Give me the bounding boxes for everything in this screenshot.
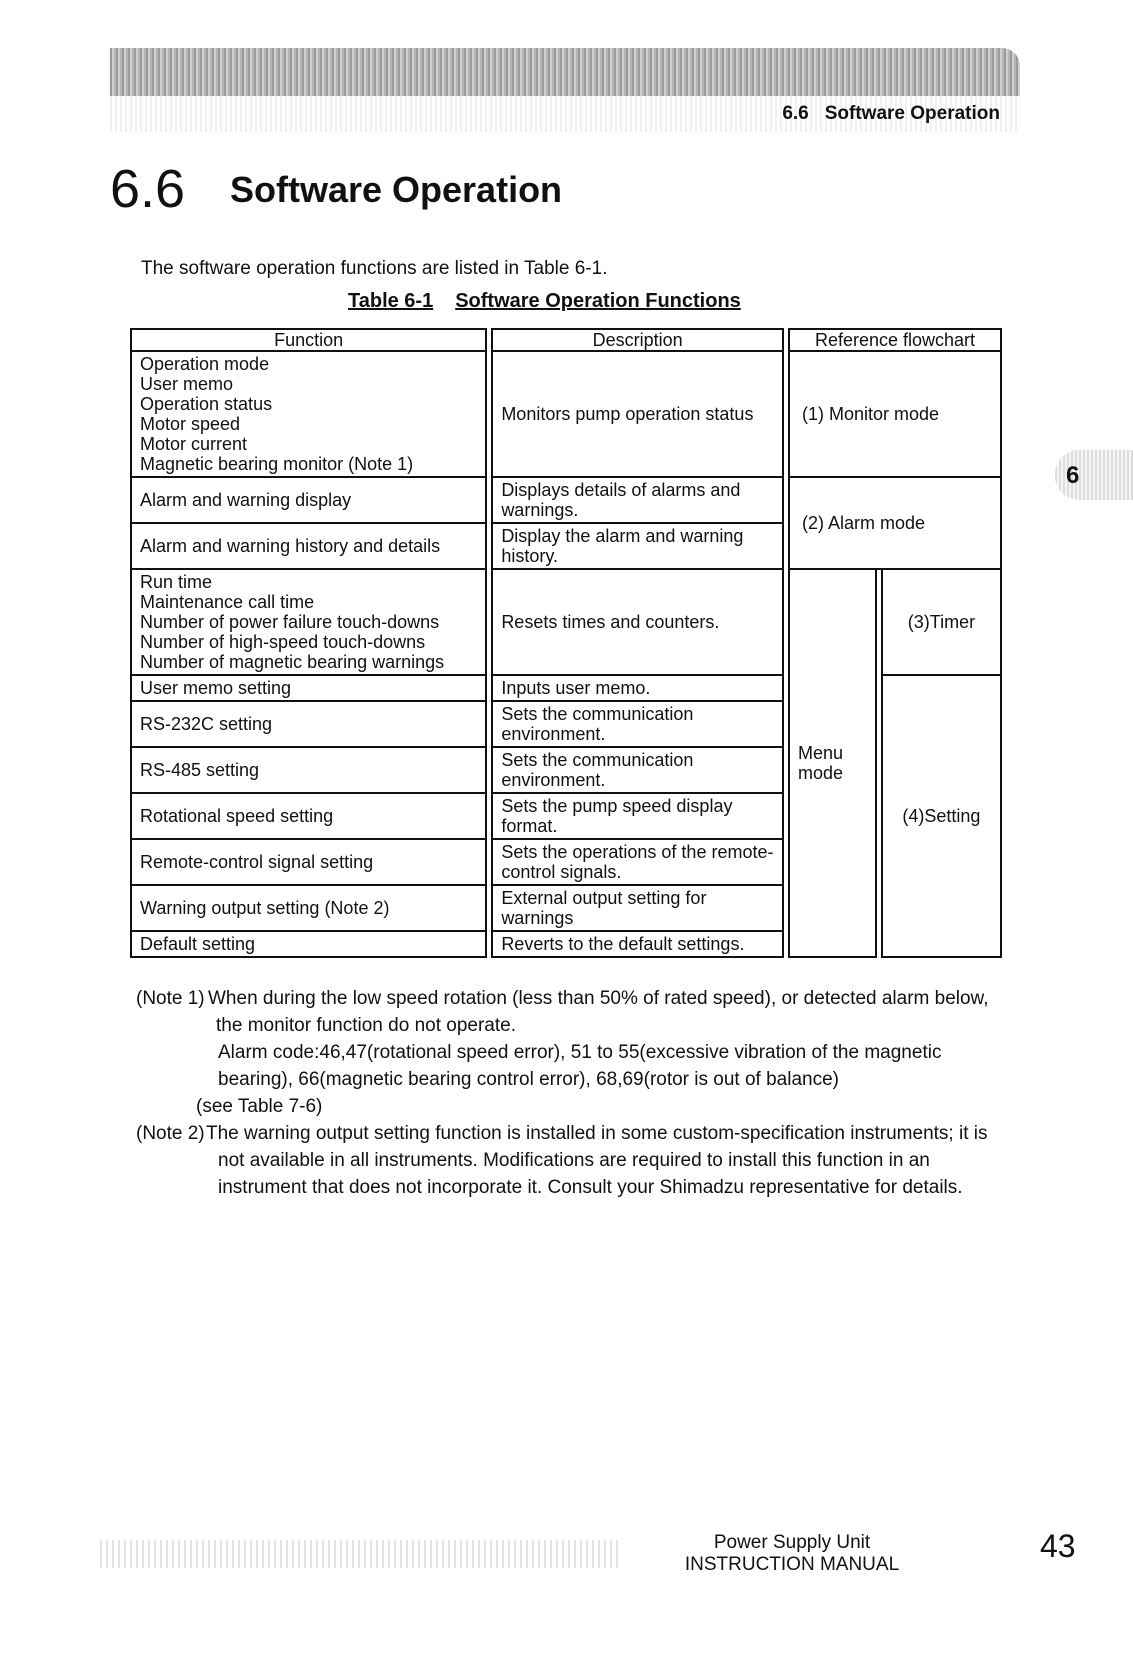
alarm-display-function: Alarm and warning display [130, 478, 487, 524]
function-line: Motor current [140, 434, 248, 454]
note-2 [136, 1120, 1016, 1201]
setting-description: Sets the pump speed display format. [491, 794, 784, 840]
note-2-text: The warning output setting function is installed in some custom-specification instruments; it is not available in all instruments. Modifications are required to install this function in an instrument that does not incorporate it. Consult your Shimadzu representative for details. [206, 1123, 988, 1198]
software-functions-table [126, 328, 1006, 958]
setting-reference: (4)Setting [881, 676, 1002, 958]
footer-line-2: INSTRUCTION MANUAL [684, 1554, 900, 1575]
page-number: 43 [1040, 1528, 1076, 1564]
table-row [130, 478, 1002, 524]
caption-title: Software Operation Functions [455, 290, 741, 312]
function-line: Operation mode [140, 354, 270, 374]
running-head [782, 103, 1000, 125]
timer-functions [130, 570, 487, 676]
setting-function: Warning output setting (Note 2) [130, 886, 487, 932]
section-number: 6.6 [110, 159, 186, 219]
intro-text: The software operation functions are listed in Table 6-1. [141, 258, 608, 279]
setting-description: Reverts to the default settings. [491, 932, 784, 958]
footer-title [672, 1532, 912, 1576]
footer-decorative-strip [100, 1540, 620, 1568]
function-line: Magnetic bearing monitor (Note 1) [140, 454, 414, 474]
timer-description: Resets times and counters. [491, 570, 784, 676]
note-1-text [196, 985, 1016, 1039]
monitor-functions [130, 352, 487, 478]
footer-line-1: Power Supply Unit [713, 1532, 871, 1553]
setting-function: RS-232C setting [130, 702, 487, 748]
chapter-thumb-number: 6 [1066, 462, 1080, 489]
function-line: Run time [140, 572, 213, 592]
setting-function: Rotational speed setting [130, 794, 487, 840]
function-line: Number of power failure touch-downs [140, 612, 440, 632]
setting-function: User memo setting [130, 676, 487, 702]
monitor-reference: (1) Monitor mode [788, 352, 1002, 478]
note-1-codes: Alarm code:46,47(rotational speed error), 51 to 55(excessive vibration of the magnetic bearing), 66(magnetic bearing control error), 68,69(rotor is out of balance) [218, 1042, 942, 1090]
notes-section [136, 985, 1016, 1201]
section-title: Software Operation [230, 169, 563, 210]
note-1 [136, 985, 1016, 1120]
note-1-see: (see Table 7-6) [196, 1096, 323, 1117]
monitor-description: Monitors pump operation status [491, 352, 784, 478]
note-1-label: (Note 1) [136, 988, 205, 1009]
function-line: User memo [140, 374, 234, 394]
table-caption [348, 290, 741, 313]
setting-function: Default setting [130, 932, 487, 958]
setting-description: External output setting for warnings [491, 886, 784, 932]
setting-description: Inputs user memo. [491, 676, 784, 702]
setting-function: Remote-control signal setting [130, 840, 487, 886]
function-line: Number of magnetic bearing warnings [140, 652, 445, 672]
header-function: Function [130, 328, 487, 352]
note-1-body: When during the low speed rotation (less than 50% of rated speed), or detected alarm below, the monitor function do not operate. [208, 988, 989, 1036]
function-line: Maintenance call time [140, 592, 315, 612]
setting-description: Sets the operations of the remote-control signals. [491, 840, 784, 886]
table-row [130, 570, 1002, 676]
table-row [130, 352, 1002, 478]
header-decorative-bar [110, 48, 1020, 96]
setting-function: RS-485 setting [130, 748, 487, 794]
function-line: Operation status [140, 394, 273, 414]
alarm-display-description: Displays details of alarms and warnings. [491, 478, 784, 524]
header-description: Description [491, 328, 784, 352]
setting-description: Sets the communication environment. [491, 748, 784, 794]
alarm-history-description: Display the alarm and warning history. [491, 524, 784, 570]
setting-description: Sets the communication environment. [491, 702, 784, 748]
alarm-reference: (2) Alarm mode [788, 478, 1002, 570]
note-2-label: (Note 2) [136, 1123, 205, 1144]
table-header-row [130, 328, 1002, 352]
alarm-history-function: Alarm and warning history and details [130, 524, 487, 570]
function-line: Motor speed [140, 414, 241, 434]
function-line: Number of high-speed touch-downs [140, 632, 426, 652]
caption-number: Table 6-1 [348, 290, 434, 312]
running-head-number: 6.6 [782, 103, 809, 124]
header-reference: Reference flowchart [788, 328, 1002, 352]
running-head-title: Software Operation [824, 103, 1000, 124]
timer-reference: (3)Timer [881, 570, 1002, 676]
menu-mode-reference: Menu mode [788, 570, 877, 958]
